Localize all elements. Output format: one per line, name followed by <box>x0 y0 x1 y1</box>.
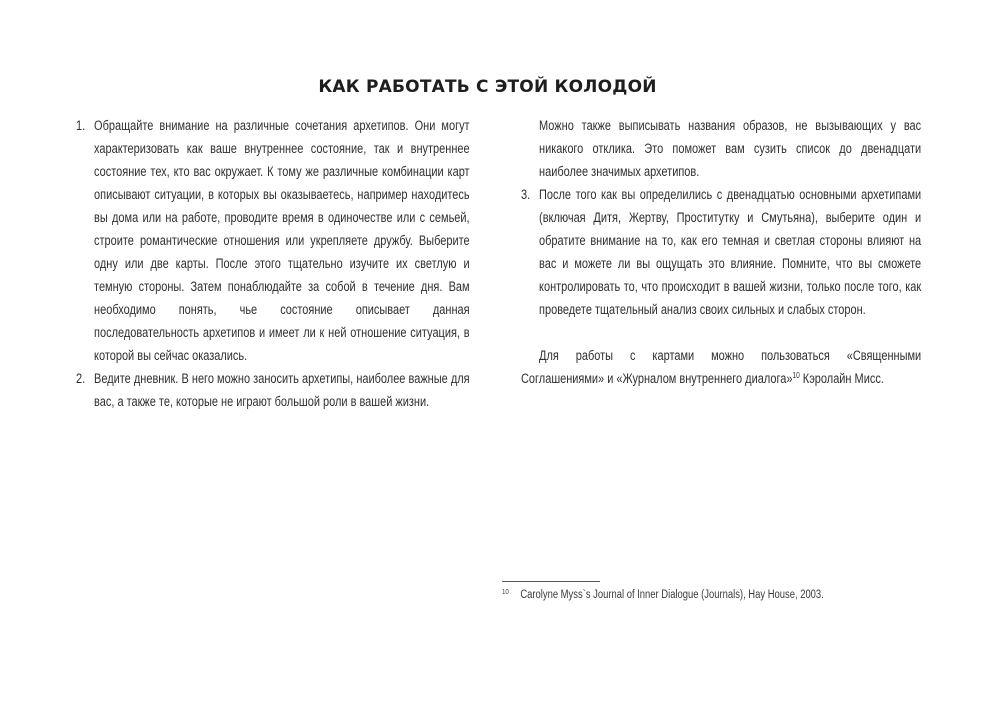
footnote-number: 10 <box>502 587 509 596</box>
footnote-text: Carolyne Myss`s Journal of Inner Dialogue (Journals), Hay House, 2003. <box>520 589 824 601</box>
page-title: КАК РАБОТАТЬ С ЭТОЙ КОЛОДОЙ <box>318 77 657 97</box>
list-item-1 <box>76 114 470 367</box>
right-column <box>521 114 921 390</box>
footnote <box>502 587 824 601</box>
left-column <box>76 114 470 413</box>
list-text-1: Обращайте внимание на различные сочетания архетипов. Они могут характеризовать как ваше внутреннее состояние, так и внутреннее состояние тех, кто вас окружает. К тому же различные комбинации карт описывают ситуации, в которых вы оказываетесь, например находитесь вы дома или на работе, проводите время в одиночестве или с семьей, строите романтические отношения или укрепляете дружбу. Выберите одну или две карты. После этого тщательно изучите их светлую и темную стороны. Затем понаблюдайте за собой в течение дня. Вам необходимо понять, чье состояние описывает данная последовательность архетипов и имеет ли к ней отношение ситуация, в которой вы сейчас оказались. <box>94 118 470 363</box>
paragraph-gap <box>521 321 921 344</box>
list-text-3: После того как вы определились с двенадцатью основными архетипами (включая Дитя, Жертву, Проститутку и Смутьяна), выберите один и обратите внимание на то, как его темная и светлая стороны влияют на вас и можете ли вы ощущать это влияние. Помните, что вы сможете контролировать то, что происходит в вашей жизни, только после того, как проведете тщательный анализ своих сильных и слабых сторон. <box>539 187 922 317</box>
footnote-reference: 10 <box>792 371 800 380</box>
list-item-2-continuation: Можно также выписывать названия образов, не вызывающих у вас никакого отклика. Это поможет вам сузить список до двенадцати наиболее значимых архетипов. <box>539 118 922 179</box>
closing-text: Для работы с картами можно пользоваться «Священными Соглашениями» и «Журналом внутреннего диалога» <box>521 348 922 386</box>
list-number-3: 3. <box>521 187 531 202</box>
list-item-3 <box>521 183 921 321</box>
footnote-divider <box>502 581 600 582</box>
list-number-1: 1. <box>76 118 86 133</box>
list-item-2 <box>76 367 470 413</box>
closing-author: Кэролайн Мисс. <box>799 371 884 386</box>
closing-paragraph <box>521 344 921 390</box>
list-number-2: 2. <box>76 371 86 386</box>
list-text-2: Ведите дневник. В него можно заносить архетипы, наиболее важные для вас, а также те, которые не играют большой роли в вашей жизни. <box>94 371 470 409</box>
